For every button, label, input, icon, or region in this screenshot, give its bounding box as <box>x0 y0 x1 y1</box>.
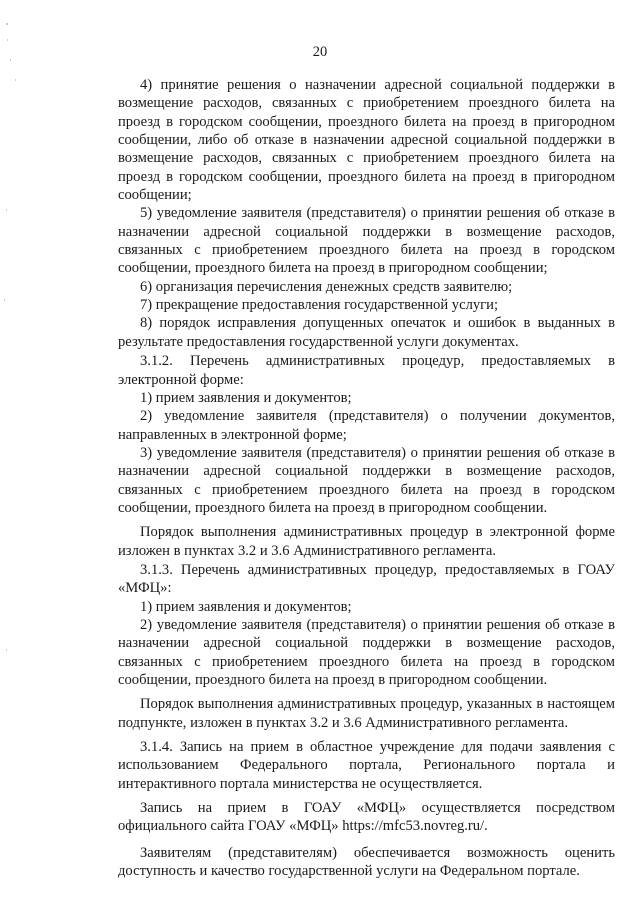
paragraph-3-1-3-item-1: 1) прием заявления и документов; <box>140 598 352 615</box>
paragraph-quality-assessment: Заявителям (представителям) обеспечивается возможность оценить доступность и качество государственной услуги на Федеральном портале. <box>118 844 615 880</box>
paragraph-item-6: 6) организация перечисления денежных средств заявителю; <box>140 278 513 295</box>
paragraph-item-5: 5) уведомление заявителя (представителя) о принятии решения об отказе в назначении адресной социальной поддержки в возмещение расходов, связанных с приобретением проездного билета на проезд в городском сообщении, проездного билета на проезд в пригородном сообщении; <box>118 205 615 277</box>
paragraph-3-1-2-item-1: 1) прием заявления и документов; <box>140 389 352 406</box>
paragraph-item-7: 7) прекращение предоставления государственной услуги; <box>140 297 499 314</box>
paragraph-3-1-2-item-2: 2) уведомление заявителя (представителя) о получении документов, направленных в электронной форме; <box>118 408 615 443</box>
paragraph-3-1-2-item-3: 3) уведомление заявителя (представителя) о принятии решения об отказе в назначении адресной социальной поддержки в возмещение расходов, связанных с приобретением проездного билета на проезд в городском сообщении, проездного билета на проезд в пригородном сообщении. <box>118 444 615 516</box>
paragraph-3-1-3: 3.1.3. Перечень административных процедур, предоставляемых в ГОАУ «МФЦ»: <box>118 561 615 597</box>
page-number: 20 <box>312 44 328 60</box>
paragraph-mfc-procedure: Порядок выполнения административных процедур, указанных в настоящем подпункте, изложен в пунктах 3.2 и 3.6 Административного регламента. <box>118 696 615 731</box>
document-body <box>118 76 615 880</box>
scan-edge-marks <box>0 0 40 904</box>
paragraph-mfc-appointment: Запись на прием в ГОАУ «МФЦ» осуществляется посредством официального сайта ГОАУ «МФЦ» https://mfc53.novreg.ru/. <box>118 800 615 835</box>
paragraph-electronic-procedure: Порядок выполнения административных процедур в электронной форме изложен в пунктах 3.2 и 3.6 Административного регламента. <box>118 524 615 559</box>
paragraph-3-1-3-item-2: 2) уведомление заявителя (представителя) о принятии решения об отказе в назначении адресной социальной поддержки в возмещение расходов, связанных с приобретением проездного билета на проезд в городском сообщении, проездного билета на проезд в пригородном сообщении. <box>118 616 615 688</box>
paragraph-item-4: 4) принятие решения о назначении адресной социальной поддержки в возмещение расходов, связанных с приобретением проездного билета на проезд в городском сообщении, проездного билета на проезд в пригородном сообщении, либо об отказе в назначении адресной социальной поддержки в возмещение расходов, связанных с приобретением проездного билета на проезд в городском сообщении, проездного билета на проезд в пригородном сообщении; <box>118 77 615 204</box>
paragraph-3-1-4: 3.1.4. Запись на прием в областное учреждение для подачи заявления с использованием Федерального портала, Регионального портала и интерактивного портала министерства не осуществляется. <box>118 739 615 792</box>
paragraph-3-1-2: 3.1.2. Перечень административных процедур, предоставляемых в электронной форме: <box>118 353 615 388</box>
paragraph-item-8: 8) порядок исправления допущенных опечаток и ошибок в выданных в результате предоставления государственной услуги документах. <box>118 315 615 350</box>
